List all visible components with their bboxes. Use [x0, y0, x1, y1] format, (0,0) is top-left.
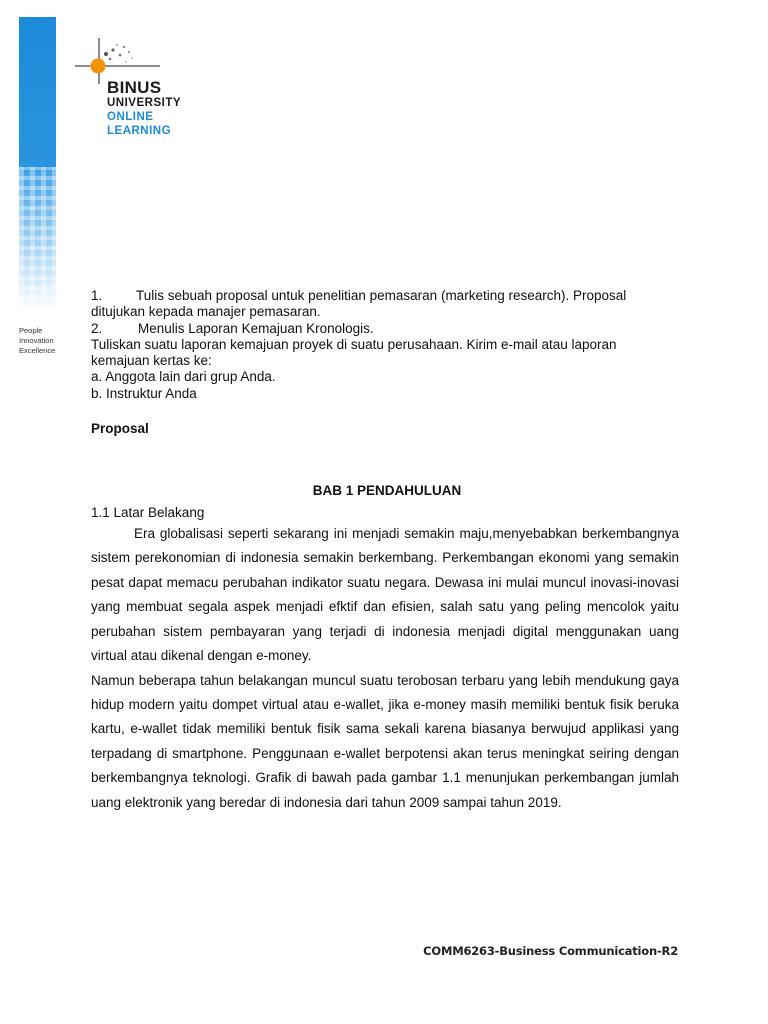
- chapter-title: BAB 1 PENDAHULUAN: [312, 483, 462, 499]
- brand-stripe: [19, 17, 56, 310]
- task-2-line-5: b. Instruktur Anda: [91, 385, 197, 401]
- page-footer: COMM6263-Business Communication-R2: [423, 944, 678, 958]
- tagline-people: People: [19, 326, 43, 335]
- logo-university-text: UNIVERSITY: [107, 97, 182, 109]
- task-2-line-4: a. Anggota lain dari grup Anda.: [91, 369, 276, 385]
- logo-binus-text: BINUS: [107, 78, 162, 97]
- paragraph-2: Namun beberapa tahun belakangan muncul suatu terobosan terbaru yang lebih mendukung gaya hidup modern yaitu dompet virtual atau e-wallet, jika e-money masih memiliki bentuk fisik beruka kartu, e-wallet tidak memiliki bentuk fisik sama sekali karena biasanya berwujud applikasi yang terpadang di smartphone. Penggunaan e-wallet berpotensi akan terus meningkat seiring dengan berkembangnya teknologi. Grafik di bawah pada gambar 1.1 menunjukan perkembangan jumlah uang elektronik yang beredar di indonesia dari tahun 2009 sampai tahun 2019.: [91, 672, 679, 810]
- tagline-excellence: Excellence: [19, 346, 56, 355]
- binus-logo: [72, 36, 192, 146]
- paragraph-1: Era globalisasi seperti sekarang ini menjadi semakin maju,menyebabkan berkembangnya sistem perekonomian di indonesia semakin berkembang. Perkembangan ekonomi yang semakin pesat dapat memacu perubahan indikator suatu negara. Dewasa ini mulai muncul inovasi-inovasi yang membuat segala aspek menjadi efktif dan efisien, salah satu yang peling mencolok yaitu perubahan sistem pembayaran yang terjadi di indonesia menjadi digital menggunakan uang virtual atau dikenal dengan e-money.: [91, 526, 679, 664]
- section-heading: 1.1 Latar Belakang: [91, 505, 205, 521]
- task-list: [91, 288, 679, 402]
- task-2-line-1: 2. Menulis Laporan Kemajuan Kronologis.: [91, 320, 374, 336]
- task-2-number: 2.: [91, 320, 103, 336]
- task-1-number: 1.: [91, 288, 103, 303]
- tagline-innovation: Innovation: [19, 336, 54, 345]
- proposal-heading: Proposal: [91, 421, 149, 437]
- task-2-line-3: kemajuan kertas ke:: [91, 353, 212, 369]
- brand-tagline: [19, 326, 55, 356]
- logo-online-text: ONLINE: [107, 111, 154, 123]
- logo-learning-text: LEARNING: [107, 125, 172, 137]
- document-body: [91, 288, 679, 815]
- task-1-line-1: 1. Tulis sebuah proposal untuk penelitian pemasaran (marketing research). Proposal: [91, 288, 627, 303]
- task-2-line-2: Tuliskan suatu laporan kemajuan proyek di suatu perusahaan. Kirim e-mail atau laporan: [91, 336, 617, 352]
- task-1-line-2: ditujukan kepada manajer pemasaran.: [91, 304, 321, 320]
